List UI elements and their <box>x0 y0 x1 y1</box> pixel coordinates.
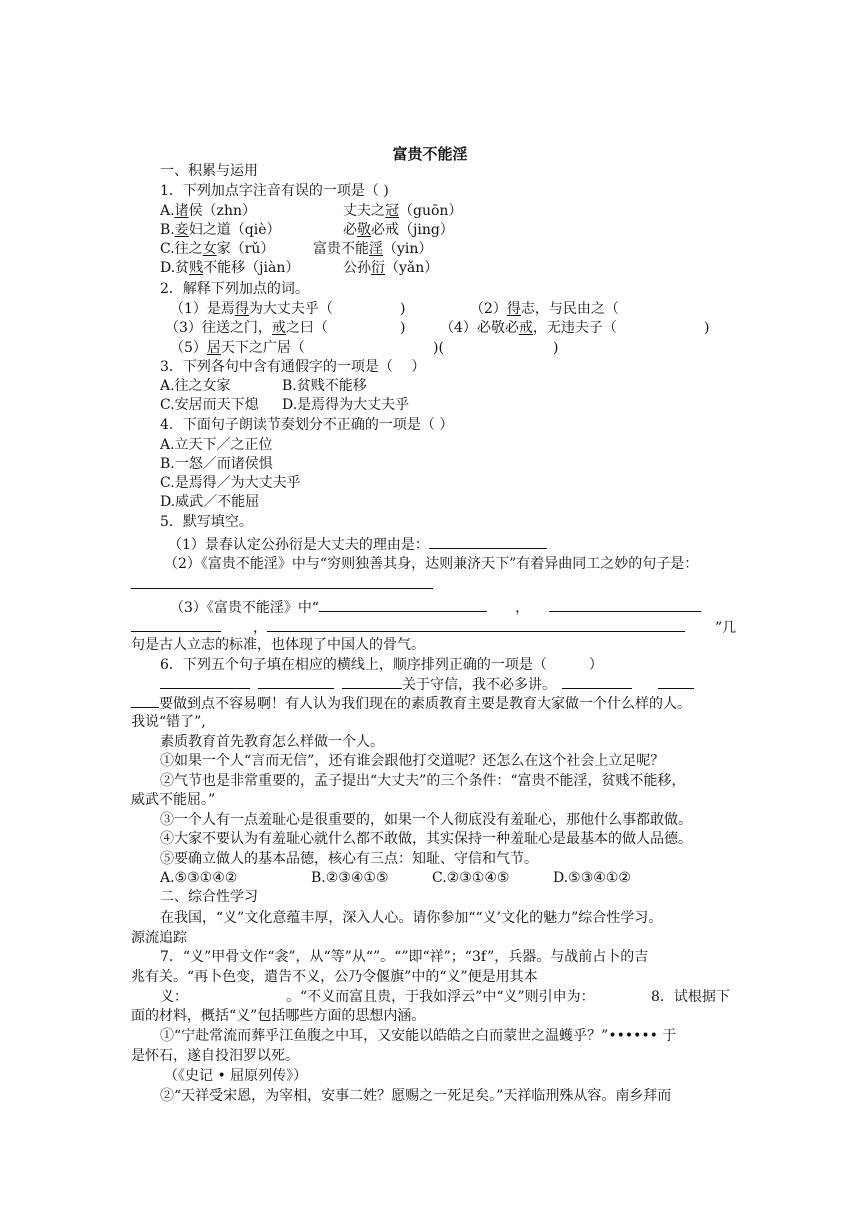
q4-stem: 4．下面句子朗读节奏划分不正确的一项是（ ） <box>160 417 454 433</box>
q5-line-5: 句是古人立志的标准，也体现了中国人的骨气。 <box>131 637 425 653</box>
q5-line-1: （1）景春认定公孙衍是大丈夫的理由是： <box>168 534 547 555</box>
page-title: 富贵不能淫 <box>392 145 468 163</box>
q7-line-3b: 。“不义而富且贵，于我如浮云”中“义”则引申为： <box>286 989 595 1005</box>
q1-option-a2: 丈夫之冠（guōn） <box>343 203 463 219</box>
intro-line-2: 源流追踪 <box>131 930 187 946</box>
q3-option-c: C.安居而天下熄 <box>160 397 259 413</box>
q2-stem: 2．解释下列加点的词。 <box>160 281 309 297</box>
q6-sentence-4: ④大家不要认为有羞耻心就什么都不敢做，其实保持一种羞耻心是最基本的做人品德。 <box>160 831 692 847</box>
q6-line-4: 素质教育首先教育怎么样做一个人。 <box>160 734 384 750</box>
q8-material-2: ②“天祥受宋恩，为宰相，安事二姓？愿赐之一死足矣。”天祥临刑殊从容。南乡拜而 <box>160 1088 672 1104</box>
q5-line-4: ， ”几 <box>131 617 736 638</box>
q1-option-b2: 必敬必戒（jing） <box>343 222 454 238</box>
q5-line-3: （3）《富贵不能淫》中“ ， <box>170 597 701 618</box>
q2-item-3-close: ) <box>400 320 406 336</box>
q2-item-5-close: ) <box>553 340 559 356</box>
q6-sentence-2: ②气节也是非常重要的，孟子提出“大丈夫”的三个条件：“富贵不能淫，贫贱不能移， <box>160 773 686 789</box>
q6-sentence-3: ③一个人有一点羞耻心是很重要的，如果一个人彻底没有羞耻心，那他什么事都敢做。 <box>160 812 692 828</box>
q6-stem: 6．下列五个句子填在相应的横线上，顺序排列正确的一项是（ ） <box>160 657 603 673</box>
q8-material-1: ①“宁赴常流而葬乎江鱼腹之中耳，又安能以皓皓之白而蒙世之温蠖乎？”•••••• 于 <box>160 1028 677 1044</box>
q6-sentence-5: ⑤要确立做人的基本品德，核心有三点：知耻、守信和气节。 <box>160 851 538 867</box>
q3-option-d: D.是焉得为大丈夫乎 <box>282 397 410 413</box>
q4-option-d: D.威武／不能屈 <box>160 494 260 510</box>
q4-option-b: B.一怒／而诸侯惧 <box>160 456 273 472</box>
q6-option-c: C.②③①④⑤ <box>432 870 510 886</box>
q2-item-5: （5）居天下之广居（ <box>170 340 305 356</box>
q2-item-4: （4）必敬必戒，无违夫子（ <box>440 320 617 336</box>
q1-option-c2: 富贵不能淫（yin） <box>313 241 433 257</box>
q7-line-2: 兆有关。“再卜色变，遣告不义，公乃令偃旗”中的“义”便是用其本 <box>131 969 538 985</box>
q1-option-c: C.往之女家（rǔ） <box>160 241 275 257</box>
q6-option-d: D.⑤③④①② <box>553 870 631 886</box>
q2-item-3: （3）往送之门，戒之曰（ <box>165 320 328 336</box>
q6-sentence-2-cont: 威武不能屈。” <box>131 792 216 808</box>
q5-line-2: （2）《富贵不能淫》中与“穷则独善其身，达则兼济天下”有着异曲同工之妙的句子是： <box>164 556 699 572</box>
section-heading-1: 一、积累与运用 <box>160 163 258 179</box>
q6-line-2: 要做到点不容易啊！有人认为我们现在的素质教育主要是教育大家做一个什么样的人。 <box>131 693 691 714</box>
q3-option-a: A.往之女家 <box>160 378 231 394</box>
intro-line-1: 在我国，“义”文化意蕴丰厚，深入人心。请你参加““义’文化的魅力”综合性学习。 <box>160 910 663 926</box>
q6-sentence-1: ①如果一个人“言而无信”，还有谁会跟他打交道呢？还怎么在这个社会上立足呢？ <box>160 753 665 769</box>
q7-line-1: 7．“义”甲骨文作“衾”，从“等”从“”。“”即“祥”；“3f”，兵器。与战前占卜的吉 <box>160 949 649 965</box>
q1-option-d2: 公孙衍（yǎn） <box>343 260 439 276</box>
q3-stem: 3．下列各句中含有通假字的一项是（ ） <box>160 359 426 375</box>
q2-item-1: （1）是焉得为大丈夫乎（ <box>170 301 333 317</box>
q6-option-b: B.②③④①⑤ <box>311 870 389 886</box>
q6-option-a: A.⑤③①④② <box>160 870 238 886</box>
q5-line-2-blank <box>131 574 433 595</box>
q4-option-c: C.是焉得／为大丈夫乎 <box>160 475 301 491</box>
q1-option-b: B.妾妇之道（qiè） <box>160 222 281 238</box>
q1-option-a: A.诸侯（zhn） <box>160 203 256 219</box>
q4-option-a: A.立天下／之正位 <box>160 437 273 453</box>
q8-stem-cont: 面的材料，概括“义”包括哪些方面的思想内涵。 <box>131 1008 426 1024</box>
q5-stem: 5．默写填空。 <box>160 514 253 530</box>
q1-option-d: D.贫贱不能移（jiàn） <box>160 260 300 276</box>
q8-material-1-source: （《史记 • 屈原列传》） <box>164 1068 308 1084</box>
q2-item-1-close: ) <box>400 301 406 317</box>
q2-item-4-close: ) <box>704 320 710 336</box>
q2-item-2: （2）得志，与民由之（ <box>470 301 619 317</box>
q1-stem: 1．下列加点字注音有误的一项是（ ) <box>160 183 389 199</box>
q6-line-1: 关于守信，我不必多讲。 <box>160 674 694 695</box>
section-heading-2: 二、综合性学习 <box>160 889 258 905</box>
q8-stem-start: 8．试根据下 <box>651 989 730 1005</box>
q2-item-5-mid: )( <box>433 340 444 356</box>
q3-option-b: B.贫贱不能移 <box>282 378 367 394</box>
q7-line-3a: 义： <box>160 989 188 1005</box>
q8-material-1-cont: 是怀石，遂自投汨罗以死。 <box>131 1048 299 1064</box>
q6-line-3: 我说“错了”, <box>131 714 206 730</box>
